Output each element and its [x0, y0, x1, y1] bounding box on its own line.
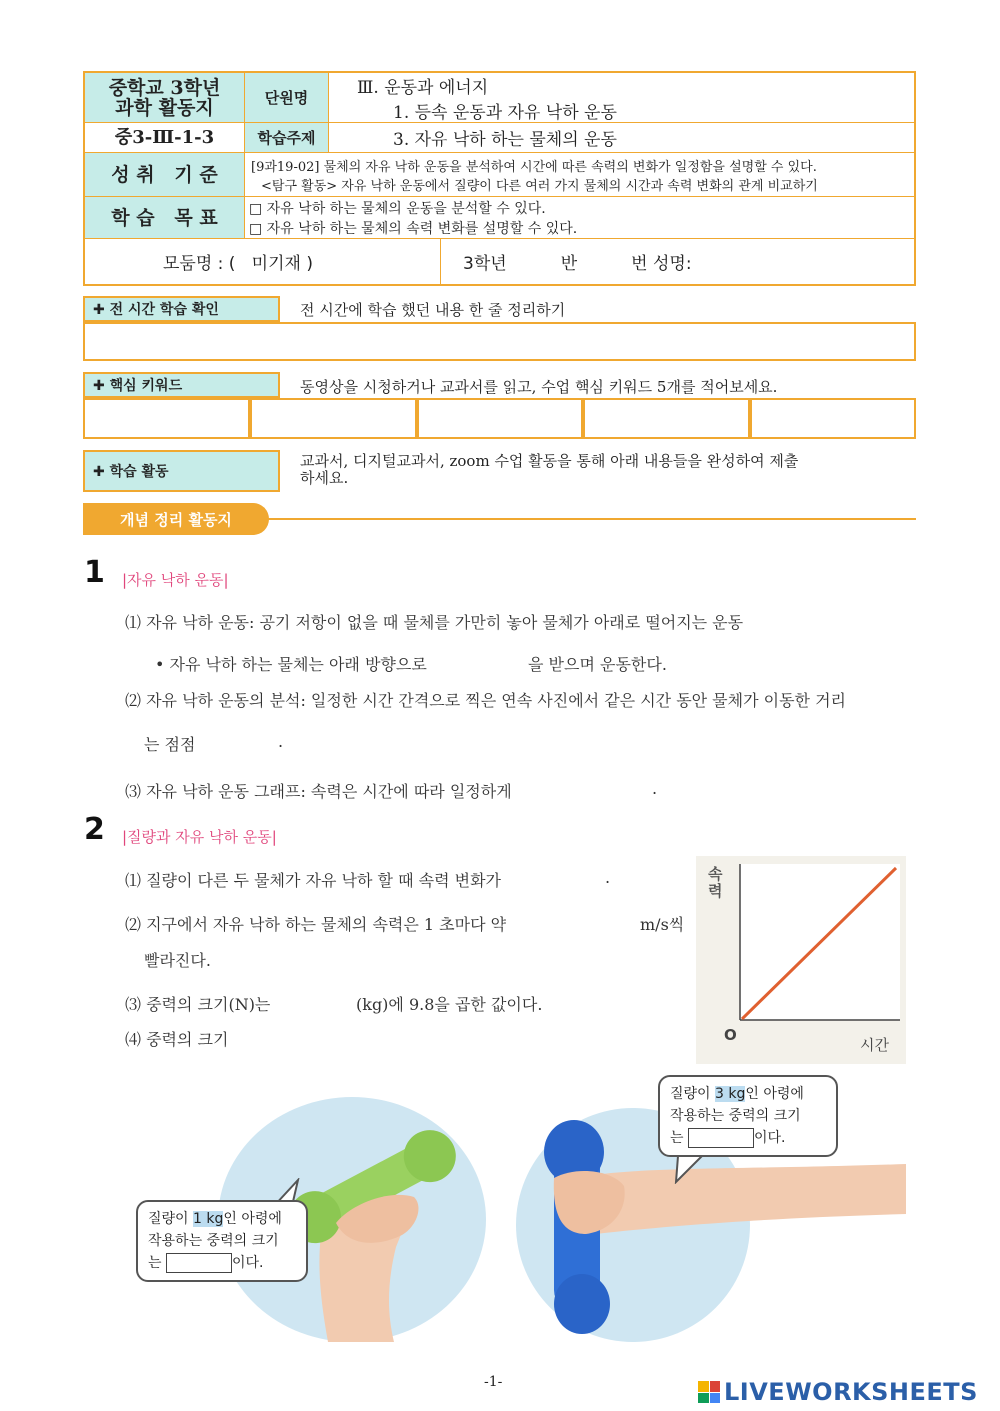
std-label-cell — [85, 153, 245, 197]
keyword-input-2[interactable] — [250, 398, 417, 439]
right-speech-bubble — [658, 1075, 838, 1157]
topic-title: 3. 자유 낙하 하는 물체의 운동 — [393, 130, 617, 150]
liveworksheets-logo — [698, 1378, 978, 1406]
q2-blank-1[interactable] — [528, 866, 604, 888]
school-cell — [85, 73, 245, 123]
q1-line5-end: . — [652, 779, 658, 798]
keyword-text: 동영상을 시청하거나 교과서를 읽고, 수업 핵심 키워드 5개를 적어보세요. — [300, 378, 778, 396]
q1-line2b: 을 받으며 운동한다. — [528, 655, 667, 674]
review-label: ✚ 전 시간 학습 확인 — [83, 296, 280, 322]
q1-number: 1 — [84, 555, 105, 590]
right-bubble-t4: 는 — [670, 1130, 684, 1146]
group-cell — [85, 239, 441, 284]
concept-divider — [268, 518, 916, 520]
q2-line1-end: . — [605, 868, 611, 887]
goal-cell — [245, 197, 916, 239]
keyword-input-3[interactable] — [417, 398, 583, 439]
student-cell[interactable] — [441, 239, 916, 284]
right-bubble-t5: 이다. — [753, 1130, 786, 1146]
goal-label-cell — [85, 197, 245, 239]
keyword-input-4[interactable] — [583, 398, 750, 439]
header-table — [83, 71, 916, 286]
lesson-code: 중3-Ⅲ-1-3 — [114, 126, 215, 148]
activity-text — [300, 453, 798, 487]
q1-line3: ⑵ 자유 낙하 운동의 분석: 일정한 시간 간격으로 찍은 연속 사진에서 같은 시간 동안 물체가 이동한 거리 — [125, 691, 847, 710]
logo-text: LIVEWORKSHEETS — [724, 1378, 978, 1406]
q1-line5: ⑶ 자유 낙하 운동 그래프: 속력은 시간에 따라 일정하게 — [125, 782, 512, 801]
std-cell — [245, 153, 916, 197]
std-line2: <탐구 활동> 자유 낙하 운동에서 질량이 다른 여러 가지 물체의 시간과 속력 변화의 관계 비교하기 — [261, 178, 818, 194]
unit-cell — [329, 73, 916, 123]
left-bubble-t4: 는 — [148, 1255, 162, 1271]
right-bubble-mass: 3 kg — [715, 1086, 746, 1102]
code-cell — [85, 123, 245, 153]
activity-text-2: 하세요. — [300, 469, 349, 487]
q2-line2: ⑵ 지구에서 자유 낙하 하는 물체의 속력은 1 초마다 약 — [125, 915, 507, 934]
std-label: 성 취 기 준 — [111, 163, 218, 186]
right-bubble-t2: 인 아령에 — [745, 1086, 804, 1102]
left-bubble-t3: 작용하는 중력의 크기 — [148, 1233, 279, 1249]
concept-tab: 개념 정리 활동지 — [83, 503, 269, 535]
q1-blank-1[interactable] — [452, 650, 524, 672]
review-text: 전 시간에 학습 했던 내용 한 줄 정리하기 — [300, 301, 566, 319]
std-line1: [9과19-02] 물체의 자유 낙하 운동을 분석하여 시간에 따른 속력의 변화가 일정함을 설명할 수 있다. — [251, 159, 817, 175]
q1-title: |자유 낙하 운동| — [122, 571, 229, 589]
q2-line3a: ⑶ 중력의 크기(N)는 — [125, 995, 271, 1014]
q1-blank-2[interactable] — [204, 730, 276, 752]
q1-blank-3[interactable] — [532, 777, 650, 799]
q2-title: |질량과 자유 낙하 운동| — [122, 828, 277, 846]
unit-label-cell — [245, 73, 329, 123]
group-name: 모둠명 : ( 미기재 ) — [163, 254, 313, 274]
topic-cell — [329, 123, 916, 153]
school-line1: 중학교 3학년 — [108, 76, 221, 99]
right-bubble-t1: 질량이 — [670, 1086, 716, 1102]
q2-line2-cont: 빨라진다. — [144, 951, 211, 970]
keyword-input-5[interactable] — [750, 398, 916, 439]
left-bubble-mass: 1 kg — [193, 1211, 224, 1227]
q2-line3b: (kg)에 9.8을 곱한 값이다. — [356, 995, 543, 1014]
logo-icon — [698, 1381, 720, 1403]
q2-blank-3[interactable] — [280, 990, 352, 1012]
q2-line4: ⑷ 중력의 크기 — [125, 1030, 229, 1049]
left-bubble-t2: 인 아령에 — [223, 1211, 282, 1227]
page-number: -1- — [484, 1374, 503, 1390]
goal-label: 학 습 목 표 — [111, 206, 218, 229]
keyword-input-1[interactable] — [83, 398, 250, 439]
q1-line2a: • 자유 낙하 하는 물체는 아래 방향으로 — [155, 655, 427, 674]
unit-title: Ⅲ. 운동과 에너지 — [357, 77, 489, 98]
q1-line4-end: . — [278, 732, 284, 751]
left-speech-bubble — [136, 1200, 308, 1282]
keyword-label: ✚ 핵심 키워드 — [83, 372, 280, 398]
left-bubble-t5: 이다. — [231, 1255, 264, 1271]
unit-sub: 1. 등속 운동과 자유 낙하 운동 — [393, 102, 617, 123]
q2-number: 2 — [84, 812, 105, 847]
activity-label: ✚ 학습 활동 — [83, 450, 280, 492]
graph-x-label: 시간 — [860, 1036, 889, 1054]
topic-label: 학습주제 — [257, 129, 316, 147]
left-bubble-t1: 질량이 — [148, 1211, 194, 1227]
activity-text-1: 교과서, 디지털교과서, zoom 수업 활동을 통해 아래 내용들을 완성하여 제출 — [300, 452, 799, 470]
unit-label: 단원명 — [264, 89, 309, 107]
q2-line1: ⑴ 질량이 다른 두 물체가 자유 낙하 할 때 속력 변화가 — [125, 871, 501, 890]
q2-blank-2[interactable] — [548, 910, 636, 932]
right-bubble-tail — [672, 1154, 706, 1184]
graph-y-label: 속력 — [708, 865, 723, 900]
graph-origin: O — [724, 1026, 737, 1044]
right-bubble-t3: 작용하는 중력의 크기 — [670, 1108, 801, 1124]
q1-line4: 는 점점 — [144, 735, 196, 754]
school-line2: 과학 활동지 — [115, 96, 214, 119]
topic-label-cell — [245, 123, 329, 153]
q2-line2-unit: m/s씩 — [640, 915, 685, 934]
right-arm — [576, 1164, 906, 1234]
student-info: 3학년 반 번 성명: — [463, 254, 692, 274]
review-input[interactable] — [83, 322, 916, 361]
q2-blank-4[interactable] — [240, 1025, 320, 1047]
goal-2: □ 자유 낙하 하는 물체의 속력 변화를 설명할 수 있다. — [249, 220, 578, 237]
goal-1: □ 자유 낙하 하는 물체의 운동을 분석할 수 있다. — [249, 200, 546, 217]
speed-time-graph — [696, 856, 906, 1064]
right-bubble-blank[interactable] — [688, 1128, 754, 1148]
left-bubble-blank[interactable] — [166, 1253, 232, 1273]
q1-line1: ⑴ 자유 낙하 운동: 공기 저항이 없을 때 물체를 가만히 놓아 물체가 아래로 떨어지는 운동 — [125, 613, 744, 632]
